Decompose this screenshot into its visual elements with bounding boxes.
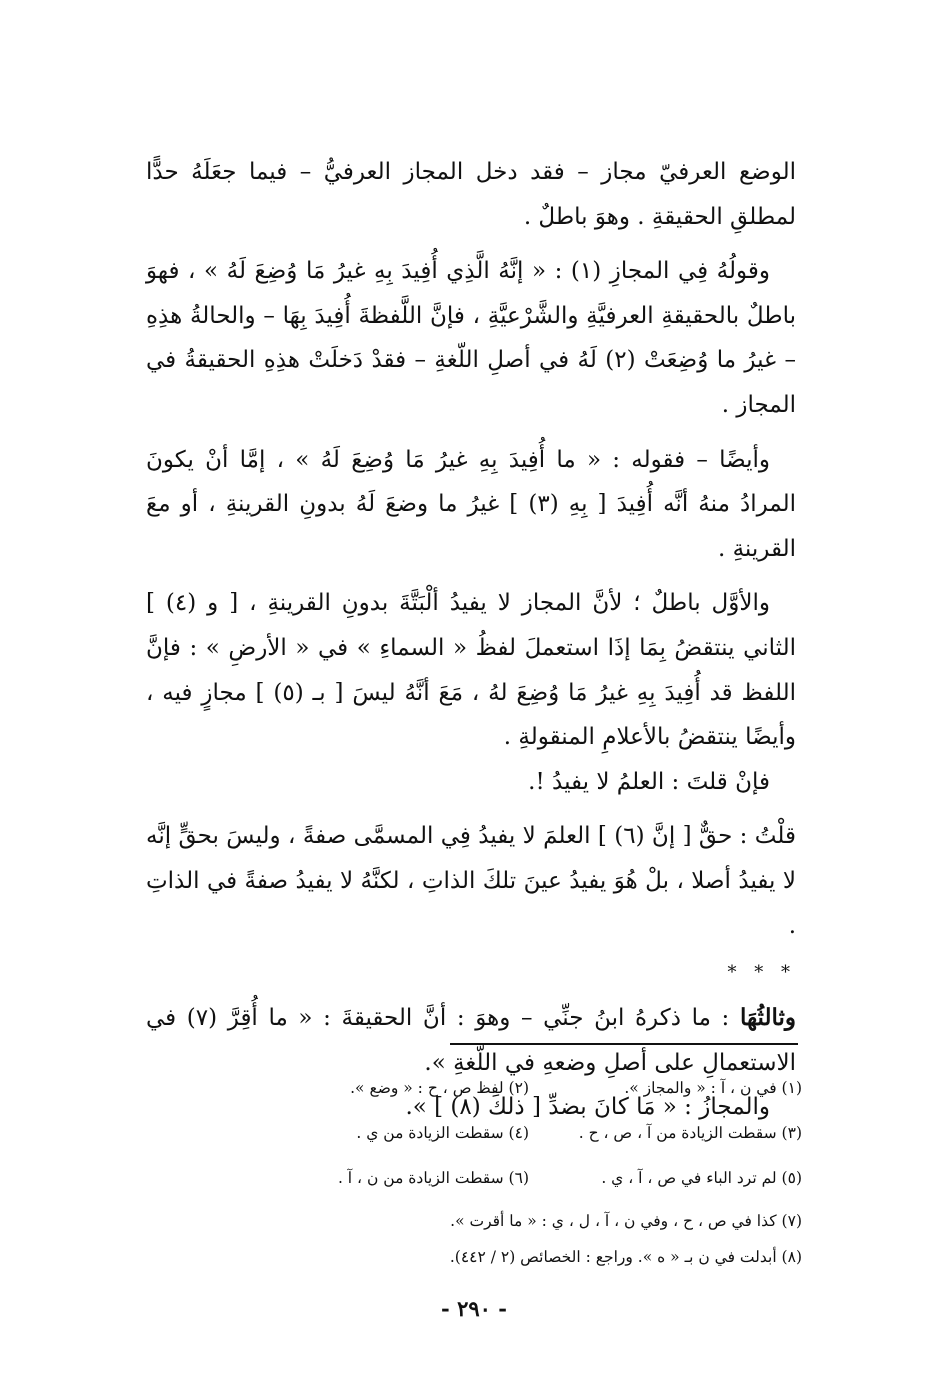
footnote-4: (٤) سقطت الزيادة من ي . [356,1124,529,1142]
footnote-8: (٨) أبدلت في ن بـ « ه ». وراجع : الخصائص (٢ / ٤٤٢). [449,1248,802,1266]
main-text [146,150,796,1130]
page-number: - ٢٩٠ - [441,1296,507,1321]
footnote-5: (٥) لم ترد الباء في ص ، آ ، ي . [601,1169,802,1187]
paragraph-3: وأيضًا – فقوله : « ما أُفِيدَ بِهِ غيرُ مَا وُضِعَ لَهُ » ، إمَّا أنْ يكونَ المرادُ منهُ أنَّه أُفِيدَ [ بِهِ (٣) ] غيرُ ما وضعَ لَهُ بدونِ القرينةِ ، أو معَ القرينةِ . [146,446,796,562]
paragraph-2: وقولُهُ فِي المجازِ (١) : « إنَّهُ الَّذِي أُفِيدَ بِهِ غيرُ مَا وُضِعَ لَهُ » ، فهوَ باطلٌ بالحقيقةِ العرفيَّةِ والشَّرْعيَّةِ ، فإنَّ اللَّفظةَ أُفِيدَ بِهَا – والحالةُ هذِهِ – غيرُ ما وُضِعَتْ (٢) لَهُ في أصلِ اللّغةِ – فقدْ دَخلَتْ هذِهِ الحقيقةُ في المجاز . [146,258,796,418]
footnote-row-1 [257,1066,802,1111]
paragraph-1: الوضع العرفيّ مجاز – فقد دخل المجاز العرفيُّ – فيما جعَلَهُ حدًّا لمطلقِ الحقيقةِ . وهوَ باطلٌ . [146,159,796,230]
paragraph-7-text: : ما ذكرهُ ابنُ جنِّي – وهوَ : أنَّ الحقيقةَ : « ما أُقِرَّ (٧) في الاستعمالِ على أصلِ وضعهِ في اللّغةِ ». [146,1005,796,1076]
footnote-divider [450,1043,798,1045]
footnotes [257,1066,802,1275]
paragraph-4: والأوَّل باطلٌ ؛ لأنَّ المجاز لا يفيدُ ألْبَتَّةَ بدونِ القرينةِ ، [ و (٤) ] الثاني ينتقضُ بِمَا إذَا استعملَ لفظُ « السماءِ » في « الأرضِ » : فإنَّ اللفظ قد أُفِيدَ بِهِ غيرُ مَا وُضِعَ لهُ ، مَعَ أنَّهُ ليسَ [ بـ (٥) ] مجازٍ فيه ، وأيضًا ينتقضُ بالأعلامِ المنقولةِ . [146,590,796,751]
paragraph-8: والمجازُ : « مَا كانَ بضدِّ [ ذلكَ (٨) ] ». [405,1094,770,1121]
footnote-3: (٣) سقطت الزيادة من آ ، ص ، ح . [578,1124,802,1142]
section-separator: * * * [727,962,796,984]
footnote-row-2 [257,1111,802,1156]
footnote-1: (١) في ن ، آ : « والمجاز ». [624,1079,802,1097]
paragraph-6: قلْتُ : حقٌّ [ إنَّ (٦) ] العلمَ لا يفيدُ فِي المسمَّى صفةً ، وليسَ بحقٍّ إنَّه لا يفيدُ أصلا ، بلْ هُوَ يفيدُ عينَ تلكَ الذاتِ ، لكنَّهُ لا يفيدُ صفةً في الذاتِ . [146,823,796,939]
paragraph-7-lead: وثالثُهَا [739,1004,797,1032]
footnote-2: (٢) لفظ ص ، ح : « وضع ». [350,1079,529,1097]
footnote-6: (٦) سقطت الزيادة من ن ، آ . [337,1169,529,1187]
footnote-7: (٧) كذا في ص ، ح ، وفي ن ، آ ، ل ، ي : « ما أقرت ». [450,1212,802,1230]
footnote-row-3 [257,1156,802,1201]
paragraph-5: فإنْ قلتَ : العلمُ لا يفيدُ !. [528,768,770,795]
